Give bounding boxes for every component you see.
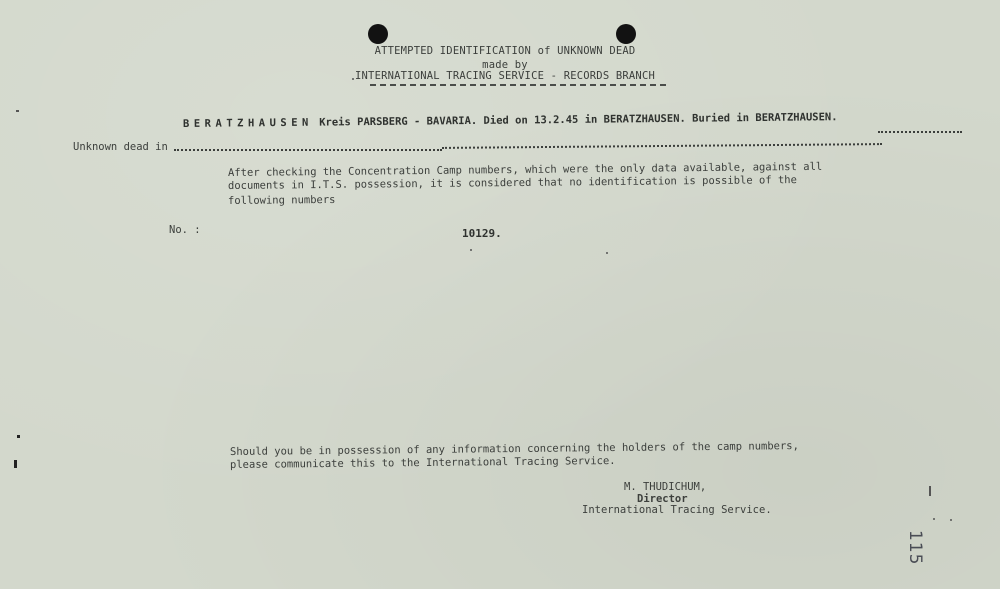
unknown-dead-dotted-line — [174, 149, 442, 151]
unknown-dead-dotted-line-2 — [442, 143, 882, 149]
paper-speck — [950, 519, 952, 521]
signature-name: M. THUDICHUM, — [624, 481, 707, 493]
notice-line-2: please communicate this to the International Tracing Service. — [229, 454, 616, 471]
header-line-2: made by — [482, 59, 528, 71]
statement-line-3: following numbers — [227, 193, 336, 207]
punch-hole-left — [368, 24, 388, 44]
margin-mark — [17, 435, 20, 438]
place-name: BERATZHAUSEN — [182, 116, 313, 130]
paper-speck — [933, 518, 935, 520]
header-rule — [370, 84, 666, 86]
statement-line-1: After checking the Concentration Camp numbers, which were the only data available, against all — [227, 160, 823, 179]
archive-page-number: 115 — [905, 530, 925, 566]
signature-organization: International Tracing Service. — [582, 504, 772, 516]
header-line-1: ATTEMPTED IDENTIFICATION of UNKNOWN DEAD — [374, 45, 636, 57]
notice-line-1: Should you be in possession of any information concerning the holders of the camp numbers, — [229, 440, 799, 458]
unknown-dead-label: Unknown dead in — [73, 141, 168, 153]
paper-speck — [470, 249, 472, 251]
paper-speck — [352, 78, 354, 80]
margin-mark — [16, 110, 19, 112]
paper-speck — [606, 252, 608, 254]
place-dotted-line-tail — [878, 131, 962, 133]
camp-number: 10129. — [462, 227, 502, 240]
margin-mark — [14, 460, 17, 468]
numbers-label: No. : — [169, 224, 201, 236]
place-line — [183, 111, 838, 130]
header-line-3: INTERNATIONAL TRACING SERVICE - RECORDS BRANCH — [355, 70, 655, 82]
statement-line-2: documents in I.T.S. possession, it is considered that no identification is possible of the — [227, 174, 797, 192]
margin-mark — [929, 486, 931, 496]
place-details: Kreis PARSBERG - BAVARIA. Died on 13.2.45 in BERATZHAUSEN. Buried in BERATZHAUSEN. — [319, 111, 838, 129]
signature-title: Director — [637, 493, 688, 505]
punch-hole-right — [616, 24, 636, 44]
